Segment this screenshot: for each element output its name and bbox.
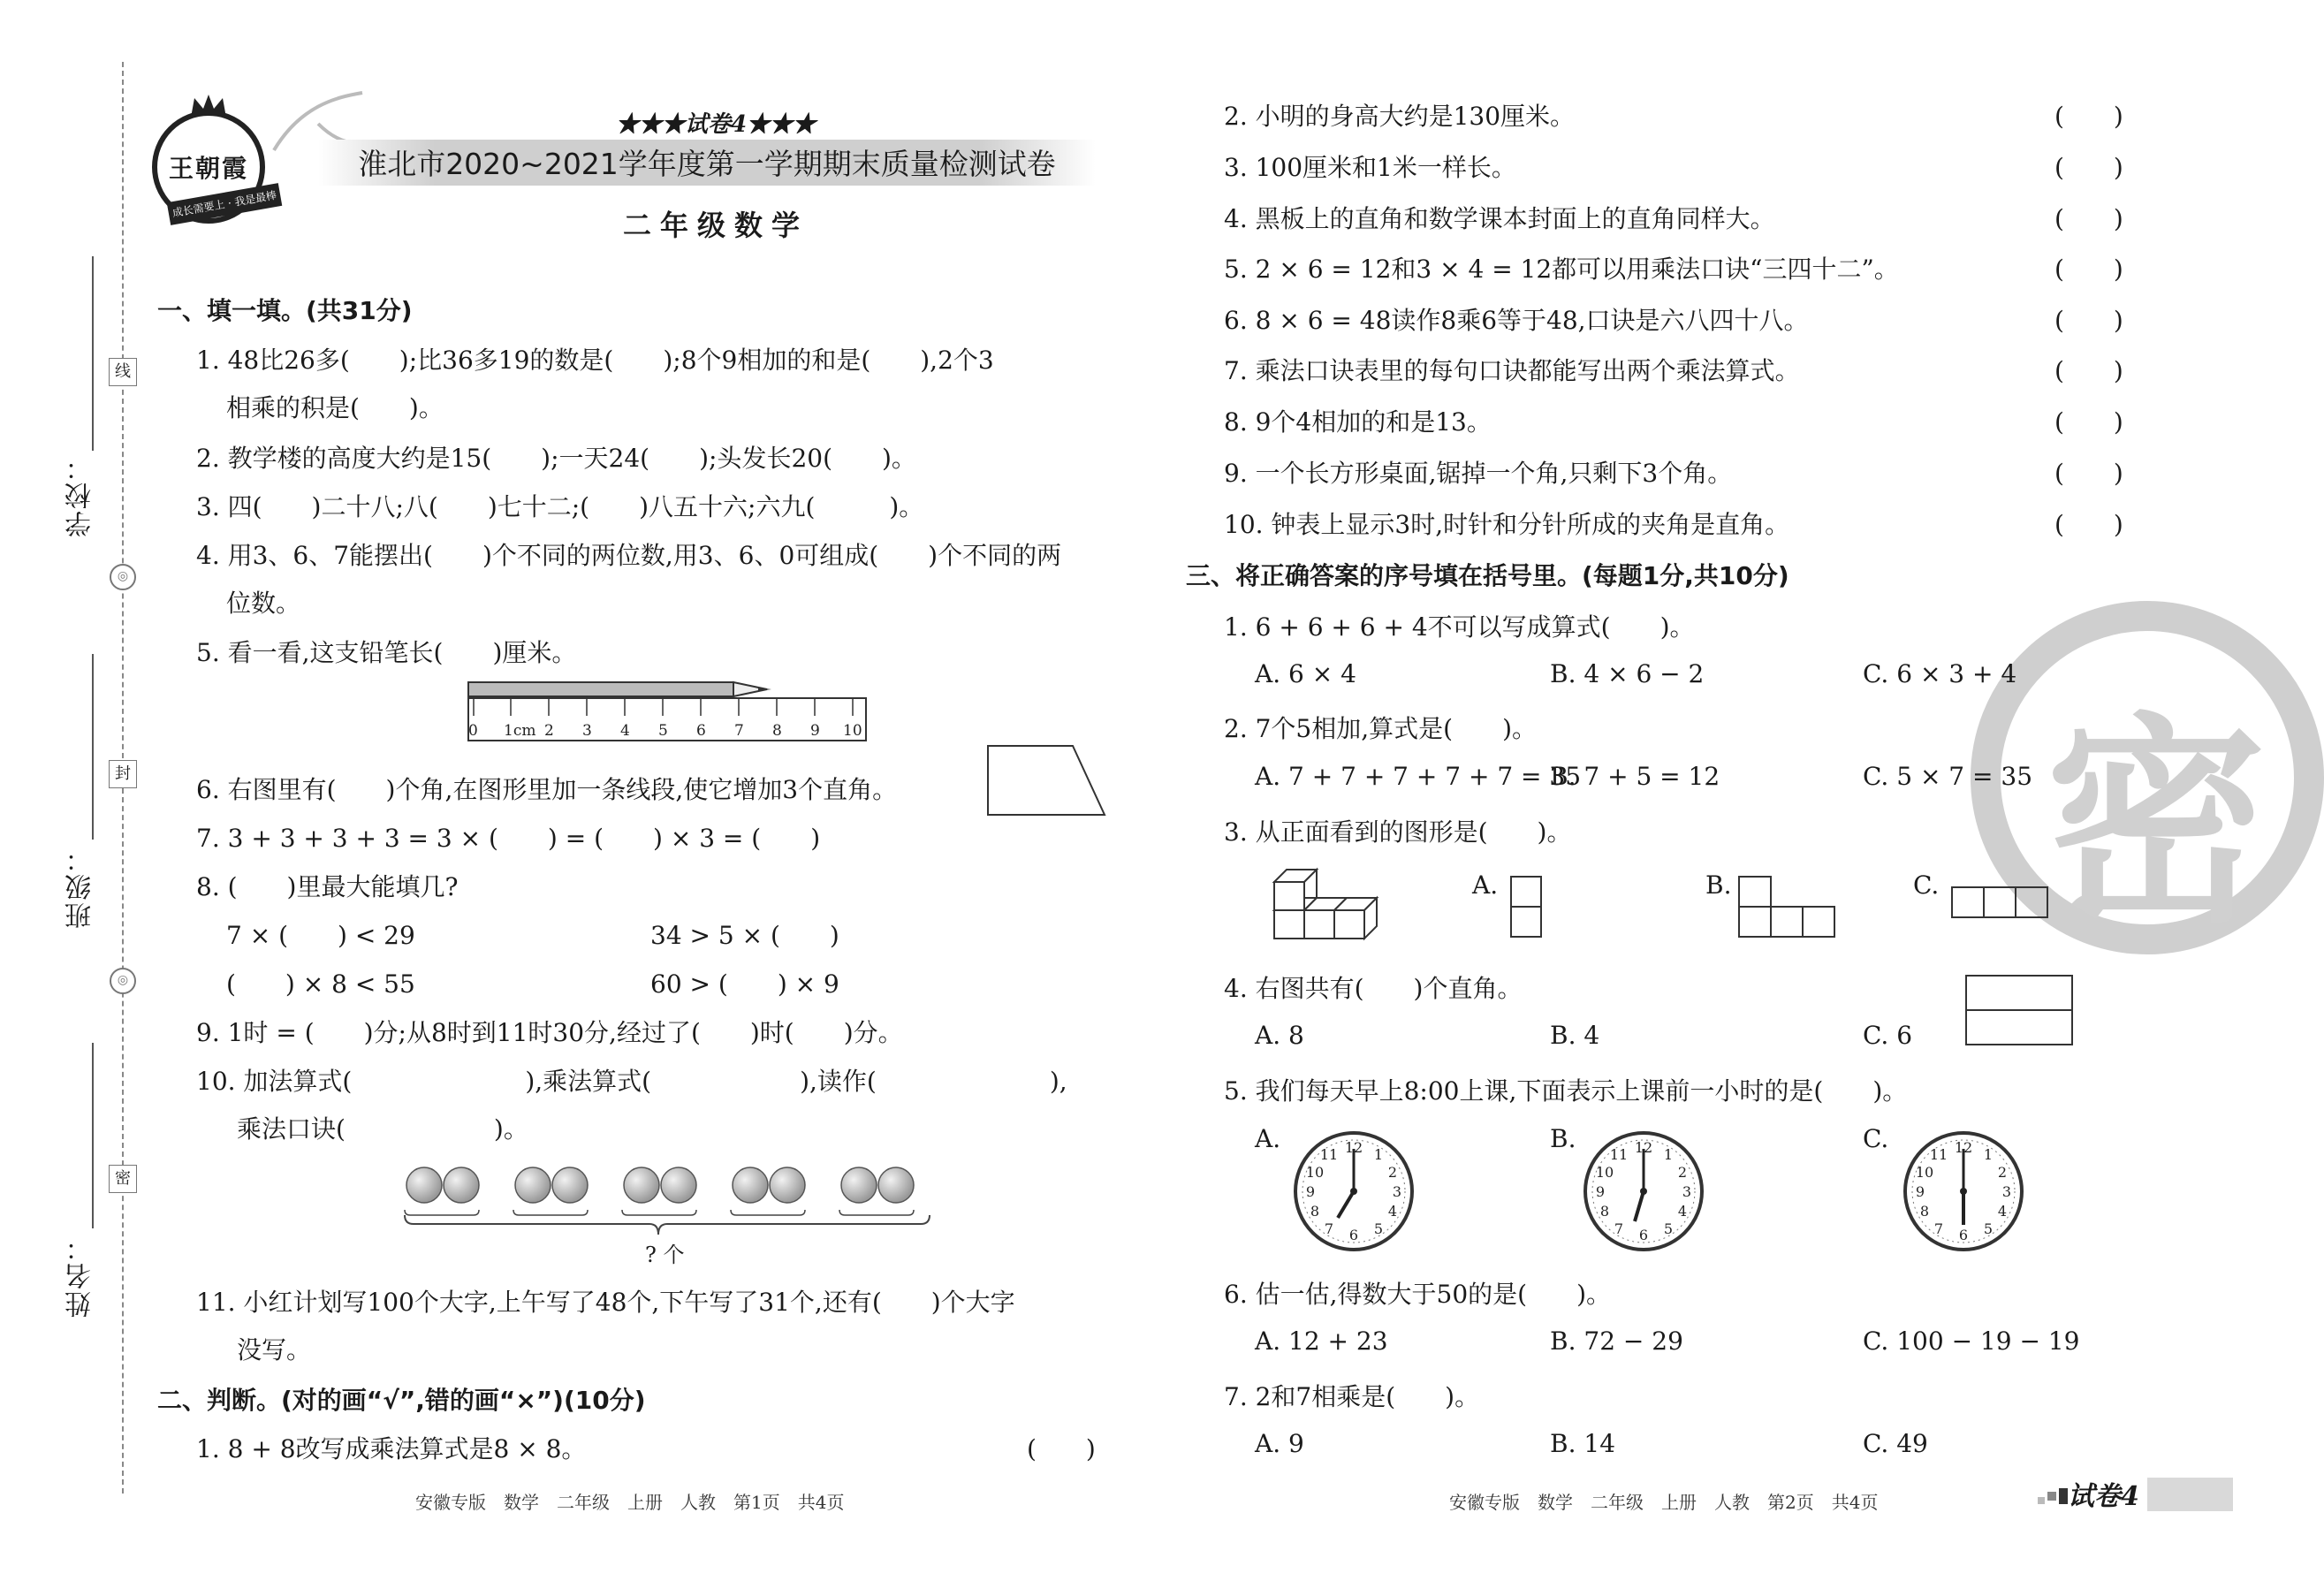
svg-text:4: 4: [1387, 1203, 1398, 1220]
question-line: 2. 教学楼的高度大约是15( );一天24( );头发长20( )。: [196, 444, 916, 473]
option-a-label: A.: [1472, 870, 1499, 900]
clock-b-icon: [1582, 1129, 1705, 1253]
option-b-view: [1737, 875, 1838, 940]
svg-text:12: 12: [1344, 1139, 1363, 1156]
option-b-label: B.: [1705, 870, 1732, 900]
option-b: B. 7 + 5 = 12: [1550, 762, 1720, 791]
binding-knot-icon: ◎: [110, 968, 136, 994]
section-heading-choice: 三、将正确答案的序号填在括号里。(每题1分,共10分): [1186, 561, 1789, 590]
svg-text:3: 3: [1392, 1183, 1402, 1200]
svg-text:3: 3: [582, 722, 592, 740]
svg-text:1cm: 1cm: [504, 722, 536, 740]
answer-bracket: ( ): [2054, 204, 2123, 233]
school-label: 学校：: [65, 452, 96, 537]
option-a-view: [1509, 875, 1545, 940]
option-a: A. 9: [1255, 1429, 1304, 1458]
binding-knot-icon: ◎: [110, 564, 136, 590]
question-line: 7. 乘法口诀表里的每句口诀都能写出两个乘法算式。: [1224, 356, 1800, 385]
option-a-label: A.: [1255, 1124, 1281, 1153]
svg-text:11: 11: [1929, 1146, 1948, 1163]
school-blank: [92, 256, 94, 451]
answer-bracket: ( ): [2054, 255, 2123, 284]
brand-logo-ribbon: 成长需要上 · 我是最棒的: [167, 183, 283, 225]
paper-series-label: ★★★试卷4★★★: [615, 111, 816, 138]
clock-c-icon: [1902, 1129, 2025, 1253]
svg-text:3: 3: [2001, 1183, 2012, 1200]
watermark-stamp-char: 密: [2046, 695, 2267, 952]
svg-text:10: 10: [843, 722, 862, 740]
svg-text:2: 2: [1997, 1164, 2008, 1181]
question-line: 34 > 5 × ( ): [650, 921, 839, 950]
name-blank: [92, 1043, 94, 1228]
option-a: A. 8: [1255, 1021, 1304, 1050]
option-b: B. 4: [1550, 1021, 1600, 1050]
svg-text:8: 8: [1919, 1203, 1930, 1220]
answer-bracket: ( ): [2054, 459, 2123, 488]
option-a: A. 7 + 7 + 7 + 7 + 7 = 35: [1255, 762, 1582, 791]
question-line: 5. 2 × 6 = 12和3 × 4 = 12都可以用乘法口诀“三四十二”。: [1224, 255, 1899, 284]
svg-text:6: 6: [1638, 1227, 1649, 1243]
svg-text:3: 3: [1682, 1183, 1692, 1200]
option-b: B. 4 × 6 − 2: [1550, 659, 1705, 688]
question-line: 9. 1时 = ( )分;从8时到11时30分,经过了( )时( )分。: [196, 1018, 903, 1047]
svg-text:5: 5: [1983, 1220, 1994, 1237]
svg-text:5: 5: [1663, 1220, 1674, 1237]
question-line: ( ) × 8 < 55: [226, 969, 415, 999]
answer-bracket: ( ): [1027, 1434, 1096, 1463]
option-c: C. 6: [1863, 1021, 1913, 1050]
svg-text:9: 9: [1915, 1183, 1925, 1200]
option-c: C. 6 × 3 + 4: [1863, 659, 2017, 688]
option-c: C. 49: [1863, 1429, 1928, 1458]
pencil-ruler-figure: [467, 680, 873, 751]
svg-text:6: 6: [696, 722, 706, 740]
option-c-view: [1950, 886, 2049, 921]
answer-bracket: ( ): [2054, 102, 2123, 131]
question-line: 10. 加法算式( ),乘法算式( ),读作( ),: [196, 1067, 1067, 1096]
question-line: 4. 黑板上的直角和数学课本封面上的直角同样大。: [1224, 204, 1775, 233]
question-line: 1. 48比26多( );比36多19的数是( );8个9相加的和是( ),2个3: [196, 346, 994, 375]
binding-mark-line: 线: [109, 358, 137, 386]
question-line: 7. 3 + 3 + 3 + 3 = 3 × ( ) = ( ) × 3 = ( ): [196, 824, 821, 853]
class-blank: [92, 654, 94, 840]
svg-text:5: 5: [1373, 1220, 1384, 1237]
answer-bracket: ( ): [2054, 356, 2123, 385]
question-line: 相乘的积是( )。: [226, 393, 444, 422]
svg-text:5: 5: [658, 722, 668, 740]
svg-text:11: 11: [1609, 1146, 1629, 1163]
question-line: 位数。: [226, 589, 301, 618]
option-c: C. 5 × 7 = 35: [1863, 762, 2033, 791]
brand-logo-name: 王朝霞: [168, 154, 248, 183]
question-line: 60 > ( ) × 9: [650, 969, 839, 999]
clock-a-icon: [1292, 1129, 1416, 1253]
question-line: 1. 8 + 8改写成乘法算式是8 × 8。: [196, 1434, 587, 1463]
svg-text:2: 2: [544, 722, 554, 740]
question-line: 3. 从正面看到的图形是( )。: [1224, 817, 1572, 847]
svg-text:7: 7: [734, 722, 744, 740]
svg-text:11: 11: [1319, 1146, 1339, 1163]
answer-bracket: ( ): [2054, 407, 2123, 437]
question-line: 2. 7个5相加,算式是( )。: [1224, 714, 1537, 743]
question-line: 6. 右图里有( )个角,在图形里加一条线段,使它增加3个直角。: [196, 775, 898, 804]
binding-mark-seal: 封: [109, 760, 137, 788]
rectangle-figure: [1964, 974, 2076, 1048]
svg-text:4: 4: [1997, 1203, 2008, 1220]
question-line: 5. 看一看,这支铅笔长( )厘米。: [196, 638, 577, 667]
question-line: 6. 8 × 6 = 48读作8乘6等于48,口诀是六八四十八。: [1224, 306, 1809, 335]
svg-text:8: 8: [772, 722, 782, 740]
apples-figure: [398, 1153, 946, 1242]
question-line: 10. 钟表上显示3时,时针和分针所成的夹角是直角。: [1224, 510, 1790, 539]
svg-text:2: 2: [1387, 1164, 1398, 1181]
question-line: 11. 小红计划写100个大字,上午写了48个,下午写了31个,还有( )个大字: [196, 1288, 1015, 1317]
question-line: 7 × ( ) < 29: [226, 921, 415, 950]
question-line: 3. 四( )二十八;八( )七十二;( )八五十六;六九( )。: [196, 492, 924, 521]
option-a: A. 6 × 4: [1255, 659, 1356, 688]
answer-bracket: ( ): [2054, 510, 2123, 539]
option-a: A. 12 + 23: [1255, 1326, 1388, 1356]
question-line: 4. 用3、6、7能摆出( )个不同的两位数,用3、6、0可组成( )个不同的两: [196, 541, 1062, 570]
option-b: B. 14: [1550, 1429, 1616, 1458]
apples-question-mark: ? 个: [645, 1243, 685, 1267]
option-c-label: C.: [1863, 1124, 1889, 1153]
svg-text:9: 9: [1305, 1183, 1316, 1200]
question-line: 6. 估一估,得数大于50的是( )。: [1224, 1280, 1611, 1309]
svg-text:12: 12: [1634, 1139, 1653, 1156]
option-b-label: B.: [1550, 1124, 1576, 1153]
paper-tag: 试卷4: [2068, 1481, 2139, 1512]
question-line: 8. ( )里最大能填几?: [196, 872, 459, 901]
name-label: 姓名：: [65, 1233, 96, 1318]
subject-heading: 二年级数学: [622, 209, 809, 242]
svg-text:9: 9: [1595, 1183, 1606, 1200]
question-line: 9. 一个长方形桌面,锯掉一个角,只剩下3个角。: [1224, 459, 1733, 488]
answer-bracket: ( ): [2054, 153, 2123, 182]
binding-mark-secret: 密: [109, 1165, 137, 1193]
svg-text:7: 7: [1933, 1220, 1944, 1237]
answer-bracket: ( ): [2054, 306, 2123, 335]
option-c-label: C.: [1913, 870, 1940, 900]
svg-text:1: 1: [1983, 1146, 1994, 1163]
question-line: 2. 小明的身高大约是130厘米。: [1224, 102, 1576, 131]
question-line: 5. 我们每天早上8:00上课,下面表示上课前一小时的是( )。: [1224, 1076, 1908, 1106]
question-line: 1. 6 + 6 + 6 + 4不可以写成算式( )。: [1224, 612, 1695, 642]
svg-text:10: 10: [1305, 1164, 1325, 1181]
svg-text:4: 4: [1677, 1203, 1688, 1220]
svg-text:6: 6: [1348, 1227, 1359, 1243]
svg-text:10: 10: [1915, 1164, 1934, 1181]
question-line: 3. 100厘米和1米一样长。: [1224, 153, 1516, 182]
svg-text:8: 8: [1599, 1203, 1610, 1220]
question-line: 8. 9个4相加的和是13。: [1224, 407, 1492, 437]
question-line: 乘法口诀( )。: [237, 1114, 528, 1144]
section-heading-judge: 二、判断。(对的画“√”,错的画“×”)(10分): [157, 1386, 646, 1415]
section-heading-fill: 一、填一填。(共31分): [157, 296, 413, 325]
svg-text:1: 1: [1373, 1146, 1384, 1163]
page-title: 淮北市2020~2021学年度第一学期期末质量检测试卷: [358, 147, 1056, 181]
option-c: C. 100 − 19 − 19: [1863, 1326, 2080, 1356]
tag-bar: [2147, 1478, 2233, 1511]
svg-text:9: 9: [810, 722, 820, 740]
svg-text:8: 8: [1310, 1203, 1320, 1220]
svg-text:2: 2: [1677, 1164, 1688, 1181]
footer-left: 安徽专版 数学 二年级 上册 人教 第1页 共4页: [415, 1492, 845, 1513]
tag-squares-icon: [2038, 1486, 2068, 1508]
svg-text:4: 4: [620, 722, 630, 740]
question-line: 4. 右图共有( )个直角。: [1224, 974, 1523, 1003]
option-b: B. 72 − 29: [1550, 1326, 1683, 1356]
trapezoid-figure: [984, 742, 1108, 822]
question-line: 没写。: [237, 1335, 312, 1364]
class-label: 班级：: [65, 844, 96, 929]
svg-text:6: 6: [1958, 1227, 1969, 1243]
svg-text:1: 1: [1663, 1146, 1674, 1163]
question-line: 7. 2和7相乘是( )。: [1224, 1382, 1480, 1411]
cube-stack-figure: [1272, 864, 1387, 946]
svg-text:0: 0: [468, 722, 478, 740]
svg-text:7: 7: [1324, 1220, 1334, 1237]
svg-text:7: 7: [1614, 1220, 1624, 1237]
footer-right: 安徽专版 数学 二年级 上册 人教 第2页 共4页: [1449, 1492, 1879, 1513]
svg-text:12: 12: [1954, 1139, 1973, 1156]
svg-text:10: 10: [1595, 1164, 1614, 1181]
